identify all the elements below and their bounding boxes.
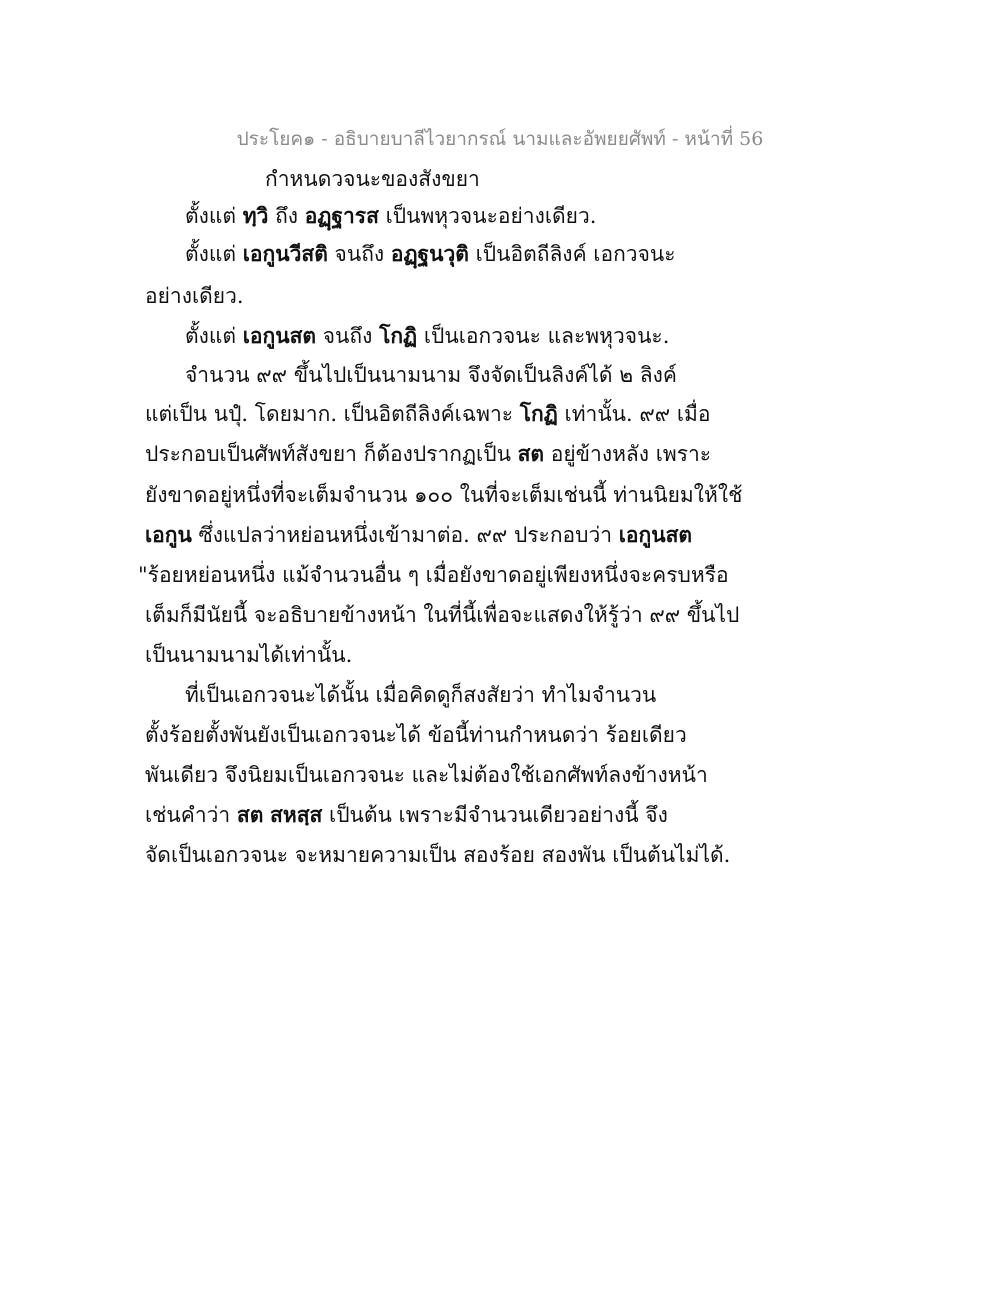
body-line <box>145 400 710 428</box>
text-run: อย่างเดียว. <box>145 284 244 308</box>
text-run: จำนวน ๙๙ ขึ้นไปเป็นนามนาม จึงจัดเป็นลิงค์ได้ ๒ ลิงค์ <box>185 363 677 387</box>
body-line <box>145 761 708 789</box>
text-run: จนถึง <box>327 242 391 266</box>
text-run: ตั้งแต่ <box>185 324 243 348</box>
text-run: ตั้งแต่ <box>185 242 243 266</box>
text-run: ประกอบเป็นศัพท์สังขยา ก็ต้องปรากฏเป็น <box>145 442 518 466</box>
text-run: เช่นคำว่า <box>145 803 237 827</box>
body-line <box>185 202 596 230</box>
text-run: ซึ่งแปลว่าหย่อนหนึ่งเข้ามาต่อ. ๙๙ ประกอบว่า <box>191 523 619 547</box>
body-line <box>145 801 668 829</box>
text-run: เท่านั้น. ๙๙ เมื่อ <box>557 402 711 426</box>
body-line <box>185 240 676 268</box>
text-run: อยู่ข้างหลัง เพราะ <box>544 442 712 466</box>
text-run: แต่เป็น นปุํ. โดยมาก. เป็นอิตถีลิงค์เฉพาะ <box>145 402 520 426</box>
pali-term: สต <box>517 441 545 466</box>
pali-term: อฏฺฐารส <box>304 203 379 228</box>
pali-term: โกฏิ <box>379 323 418 348</box>
text-run: ถึง <box>268 204 305 228</box>
pali-term: เอกูนสต <box>242 323 317 348</box>
text-run: "ร้อยหย่อนหนึ่ง แม้จำนวนอื่น ๆ เมื่อยังขาดอยู่เพียงหนึ่งจะครบหรือ <box>138 563 729 587</box>
pali-term: สต <box>236 802 264 827</box>
body-line <box>145 440 711 468</box>
pali-term: ทฺวิ <box>242 203 269 228</box>
pali-term: เอกูนวีสติ <box>242 241 328 266</box>
pali-term: อฏฺฐนวุติ <box>390 241 469 266</box>
body-line <box>145 841 730 869</box>
body-line <box>145 601 739 629</box>
pali-term: เอกูน <box>145 522 192 547</box>
text-run: เป็นนามนามได้เท่านั้น. <box>145 643 353 667</box>
text-run: จัดเป็นเอกวจนะ จะหมายความเป็น สองร้อย สองพัน เป็นต้นไม่ได้. <box>145 843 731 867</box>
body-line <box>138 561 729 589</box>
body-line <box>185 361 677 389</box>
pali-term: โกฏิ <box>519 401 558 426</box>
text-run: จนถึง <box>316 324 380 348</box>
body-line <box>185 322 669 350</box>
text-run: เป็นต้น เพราะมีจำนวนเดียวอย่างนี้ จึง <box>322 803 668 827</box>
body-line <box>145 521 692 549</box>
text-run: พันเดียว จึงนิยมเป็นเอกวจนะ และไม่ต้องใช้เอกศัพท์ลงข้างหน้า <box>145 763 708 787</box>
body-line <box>145 721 687 749</box>
body-line <box>145 641 352 669</box>
text-run: เต็มก็มีนัยนี้ จะอธิบายข้างหน้า ในที่นี้เพื่อจะแสดงให้รู้ว่า ๙๙ ขึ้นไป <box>145 603 740 627</box>
text-run: ตั้งแต่ <box>185 204 243 228</box>
text-run: เป็นพหุวจนะอย่างเดียว. <box>378 204 597 228</box>
text-run: ตั้งร้อยตั้งพันยังเป็นเอกวจนะได้ ข้อนี้ท่านกำหนดว่า ร้อยเดียว <box>145 723 687 747</box>
text-run: ที่เป็นเอกวจนะได้นั้น เมื่อคิดดูก็สงสัยว่า ทำไมจำนวน <box>185 683 657 707</box>
running-header: ประโยค๑ - อธิบายบาลีไวยากรณ์ นามและอัพยยศัพท์ - หน้าที่ 56 <box>236 128 764 150</box>
body-line <box>145 282 244 310</box>
pali-term: เอกูนสต <box>618 522 693 547</box>
body-line <box>145 481 742 509</box>
text-run: เป็นเอกวจนะ และพหุวจนะ. <box>417 324 670 348</box>
section-heading: กำหนดวจนะของสังขยา <box>265 167 480 191</box>
text-run: ยังขาดอยู่หนึ่งที่จะเต็มจำนวน ๑๐๐ ในที่จะเต็มเช่นนี้ ท่านนิยมให้ใช้ <box>145 483 743 507</box>
text-run: เป็นอิตถีลิงค์ เอกวจนะ <box>468 242 676 266</box>
pali-term: สหสฺส <box>270 802 323 827</box>
body-line <box>185 681 656 709</box>
